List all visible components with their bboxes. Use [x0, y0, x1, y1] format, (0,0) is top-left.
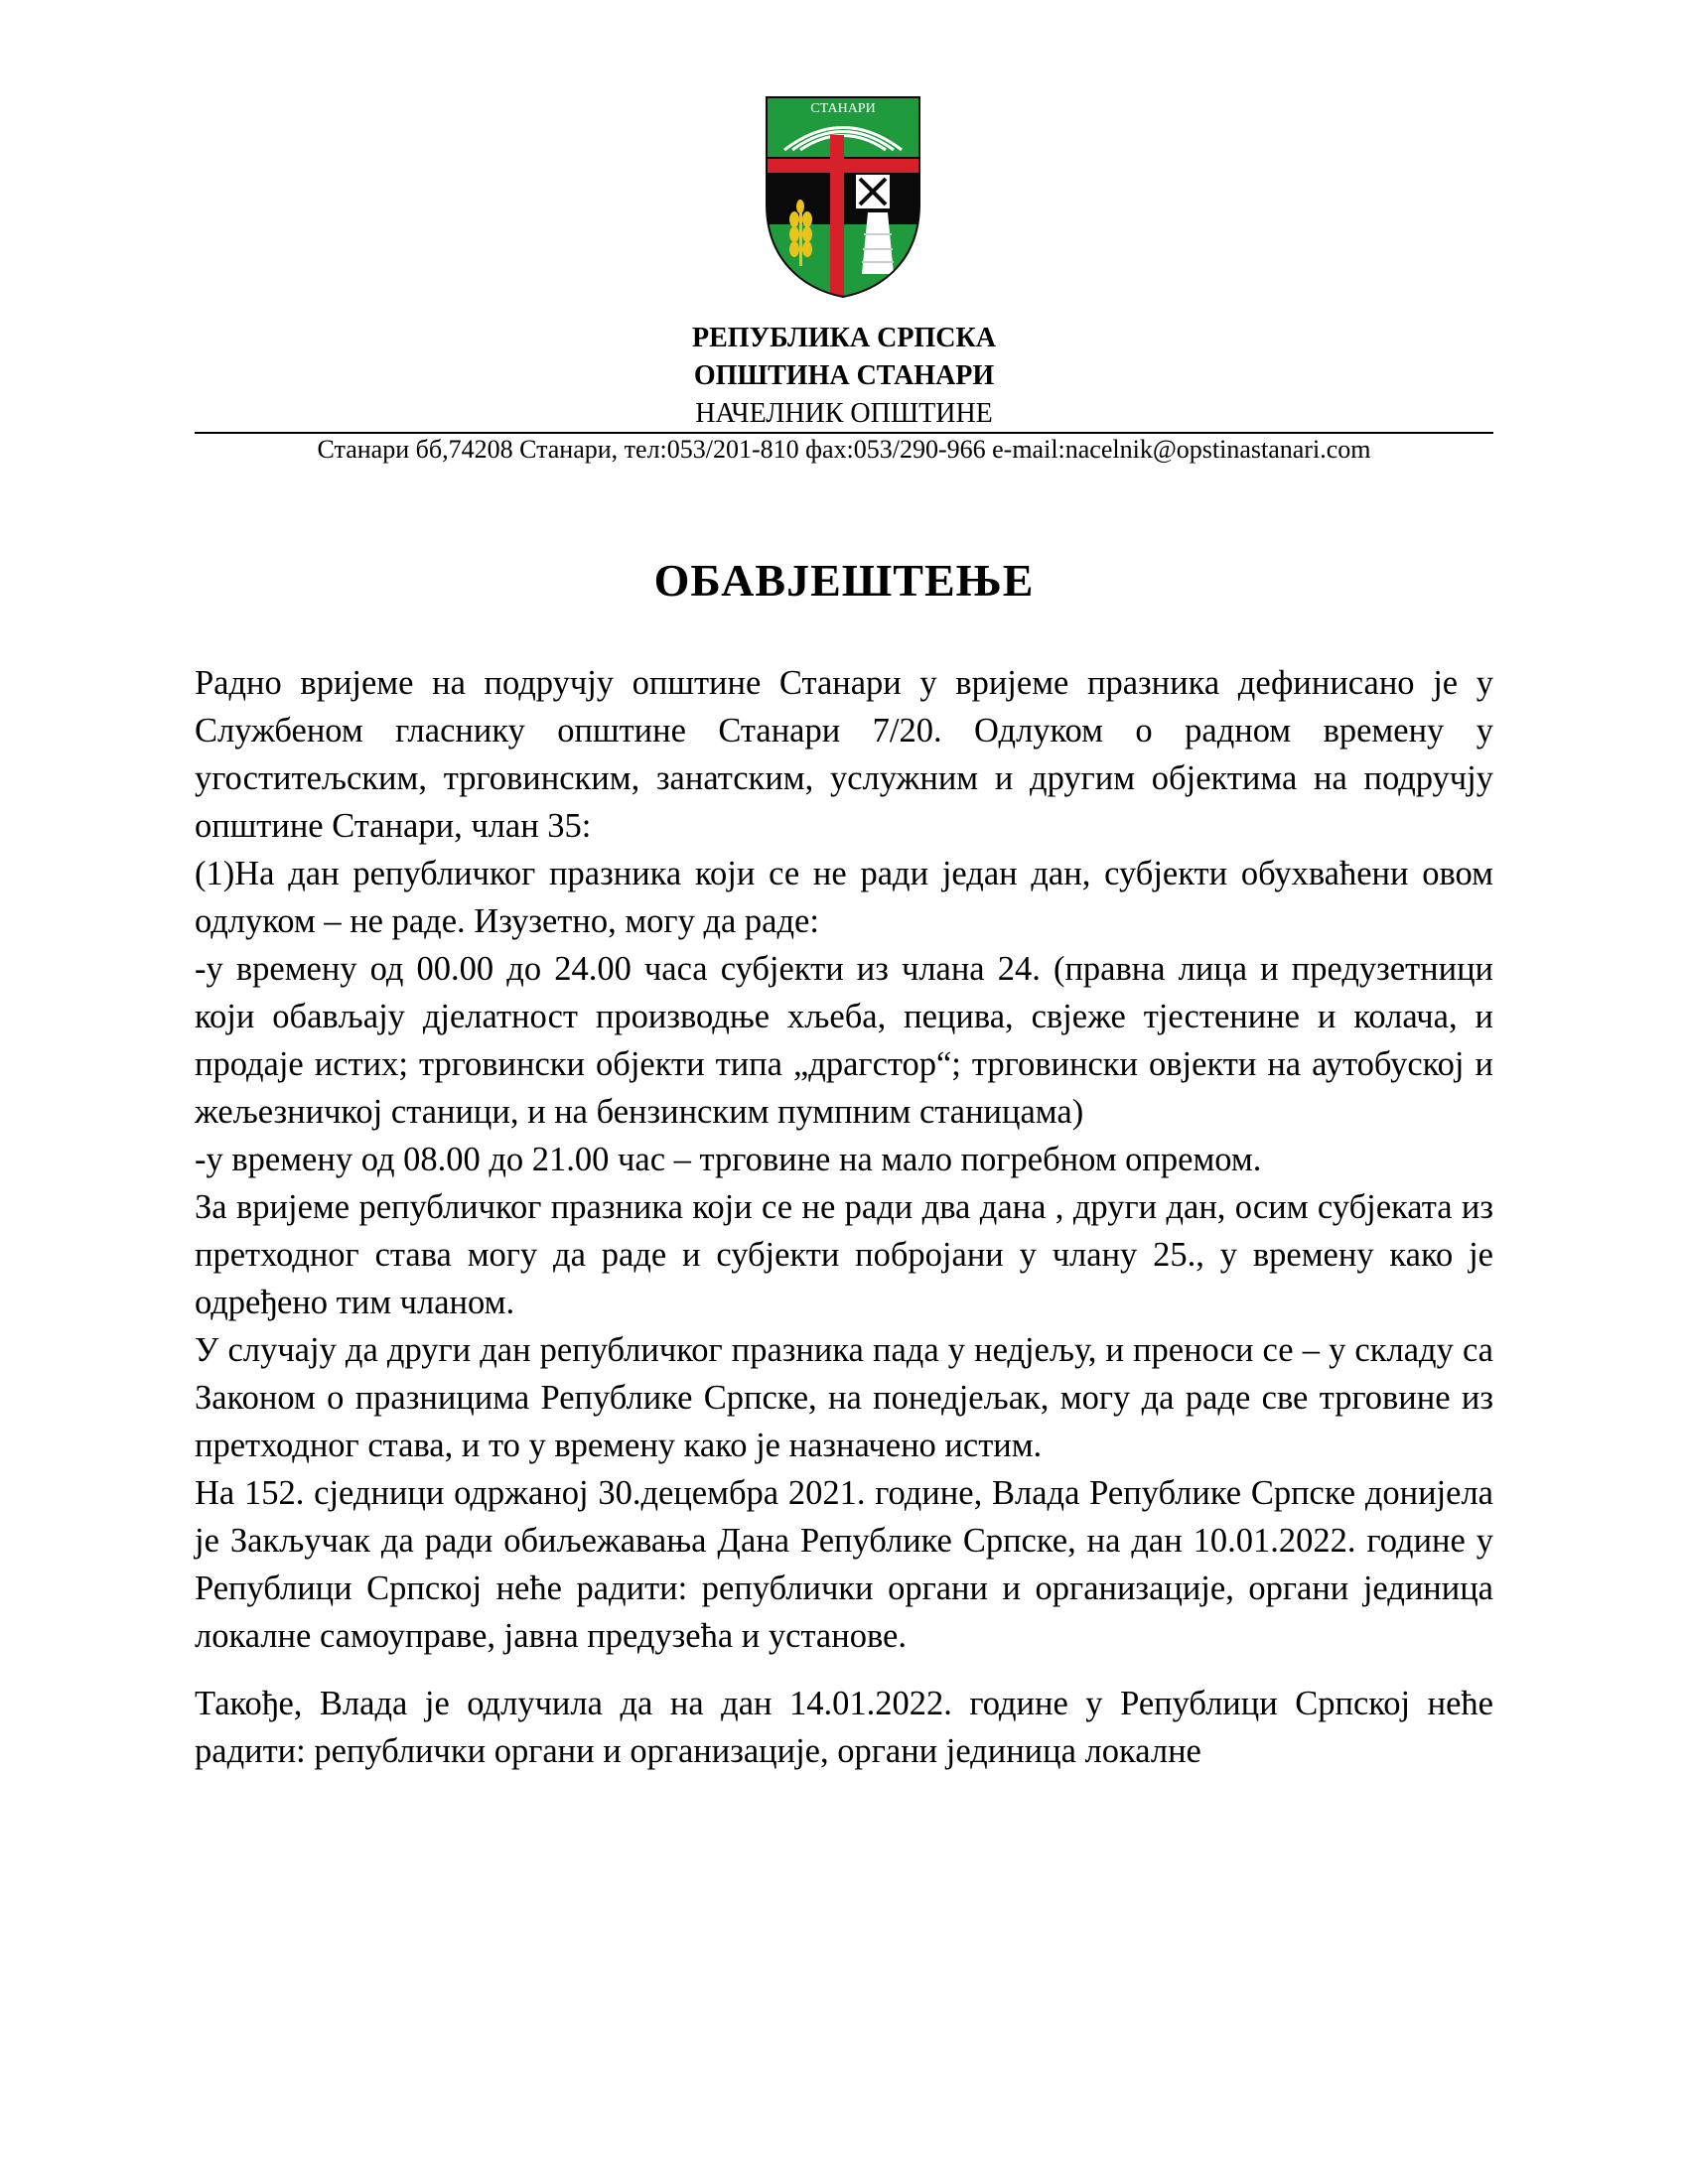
letterhead-republic: РЕПУБЛИКА СРПСКА: [692, 323, 996, 353]
paragraph: Радно вријеме на подручју општине Станари у вријеме празника дефинисано је у Службеном гласнику општине Станари 7/20. Одлуком о радном времену у угоститељским, трговинским, занатским, услужним и другим објектима на подручју општине Станари, члан 35:: [195, 664, 1493, 845]
paragraph: У случају да други дан републичког празника пада у недјељу, и преноси се – у складу са Законом о празницима Републике Српске, на понедјељак, могу да раде све трговине из претходног става, и то у времену како је назначено истим.: [195, 1331, 1493, 1464]
letterhead: [195, 320, 1493, 433]
paragraph: -у времену од 00.00 до 24.00 часа субјекти из члана 24. (правна лица и предузетници који обављају дјелатност производње хљеба, пецива, свјеже тјестенине и колача, и продаје истих; трговински објекти типа „драгстор“; трговински овјекти на аутобуској и жељезничкој станици, и на бензинским пумпним станицама): [195, 950, 1493, 1131]
crest-label: СТАНАРИ: [810, 101, 876, 116]
paragraph: (1)На дан републичког празника који се не ради један дан, субјекти обухваћени овом одлуком – не раде. Изузетно, могу да раде:: [195, 855, 1493, 940]
contact-line: Станари бб,74208 Станари, тел:053/201-810 фах:053/290-966 e-mail:nacelnik@opstinastanari.com: [317, 435, 1371, 464]
document-body: [195, 659, 1493, 1775]
paragraph: Такође, Влада је одлучила да на дан 14.01.2022. године у Републици Српској неће радити: републички органи и организације, органи јединица локалне: [195, 1685, 1493, 1770]
coat-of-arms-logo: [765, 95, 921, 299]
paragraph: На 152. сједници одржаној 30.децембра 2021. године, Влада Републике Српске донијела је Закључак да ради обиљежавања Дана Републике Српске, на дан 10.01.2022. године у Републици Српској неће радити: републички органи и организације, органи јединица локалне самоуправе, јавна предузећа и установе.: [195, 1474, 1493, 1655]
paragraph: -у времену од 08.00 до 21.00 час – трговине на мало погребном опремом.: [195, 1141, 1262, 1178]
letterhead-office: НАЧЕЛНИК ОПШТИНЕ: [695, 398, 993, 429]
document-title: ОБАВЈЕШТЕЊЕ: [653, 555, 1035, 606]
letterhead-municipality: ОПШТИНА СТАНАРИ: [693, 360, 995, 391]
paragraph: За вријеме републичког празника који се не ради два дана , други дан, осим субјеката из претходног става могу да раде и субјекти побројани у члану 25., у времену како је одређено тим чланом.: [195, 1188, 1493, 1321]
